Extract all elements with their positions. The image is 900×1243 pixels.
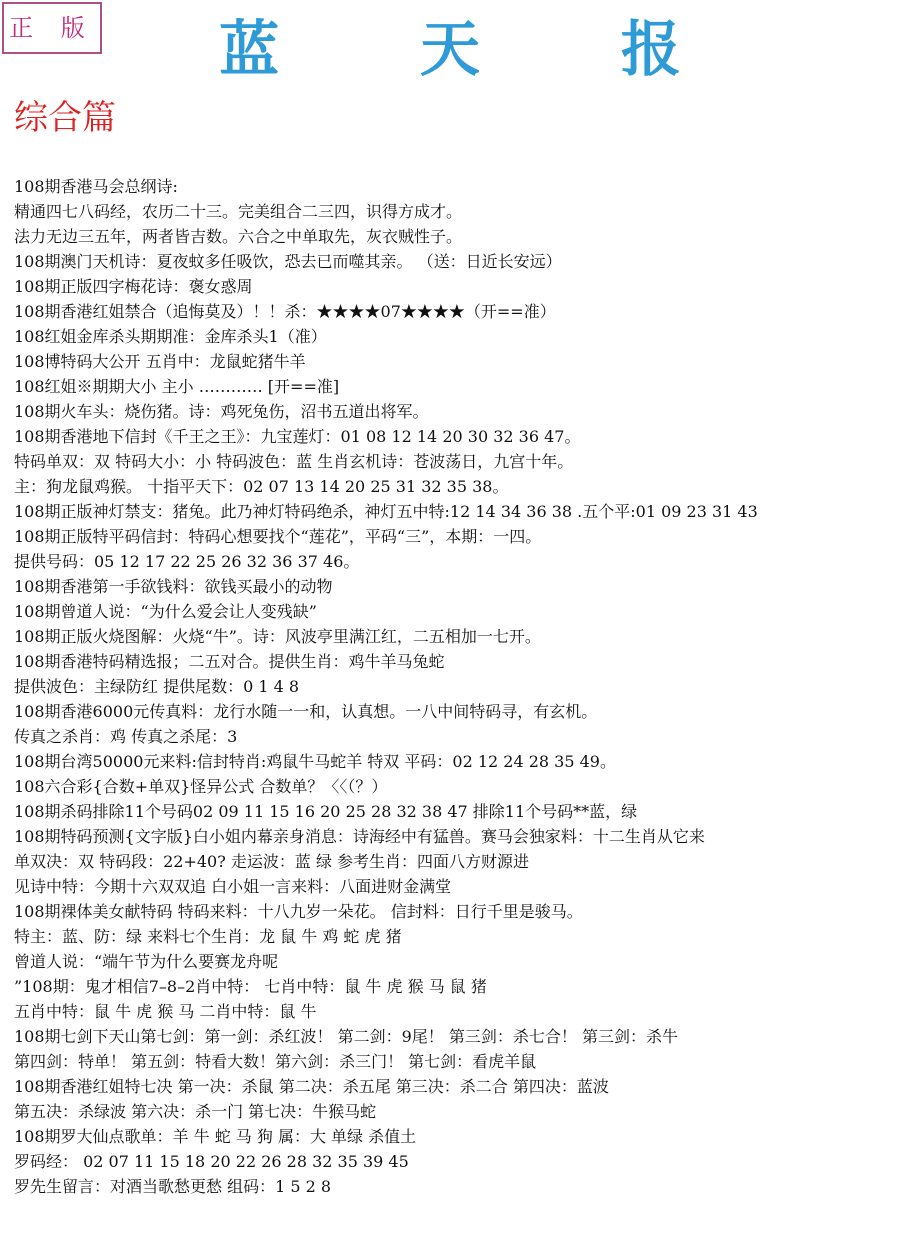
content-line: ”108期：鬼才相信7–8–2肖中特： 七肖中特：鼠 牛 虎 猴 马 鼠 猪 <box>14 977 487 996</box>
content-line: 五肖中特：鼠 牛 虎 猴 马 二肖中特：鼠 牛 <box>14 1002 317 1021</box>
content-line: 主：狗龙鼠鸡猴。 十指平天下：02 07 13 14 20 25 31 32 35 38。 <box>14 477 509 496</box>
content-line: 传真之杀肖：鸡 传真之杀尾：3 <box>14 727 238 746</box>
content-line: 108期香港第一手欲钱料：欲钱买最小的动物 <box>14 577 333 596</box>
content-line: 108期曾道人说：“为什么爱会让人变残缺” <box>14 602 317 621</box>
content-line: 提供波色：主绿防红 提供尾数：0 1 4 8 <box>14 677 300 696</box>
content-line: 108期台湾50000元来料:信封特肖:鸡鼠牛马蛇羊 特双 平码：02 12 24 28 35 49。 <box>14 752 616 771</box>
content-line: 108期正版四字梅花诗：褒女惑周 <box>14 277 253 296</box>
content-line: 特主：蓝、防：绿 来料七个生肖：龙 鼠 牛 鸡 蛇 虎 猪 <box>14 927 402 946</box>
edition-badge: 正 版 <box>2 2 102 54</box>
content-line: 108期香港红姐特七决 第一决：杀鼠 第二决：杀五尾 第三决：杀二合 第四决：蓝波 <box>14 1077 609 1096</box>
content-line: 特码单双：双 特码大小：小 特码波色：蓝 生肖玄机诗：苍波荡日，九宫十年。 <box>14 452 574 471</box>
content-line: 108期罗大仙点歌单：羊 牛 蛇 马 狗 属：大 单绿 杀值土 <box>14 1127 417 1146</box>
content-line: 罗先生留言：对酒当歌愁更愁 组码：1 5 2 8 <box>14 1177 332 1196</box>
masthead-title: 蓝 天 报 <box>219 15 741 85</box>
content-line: 108期香港地下信封《千王之王》：九宝莲灯：01 08 12 14 20 30 32 36 47。 <box>14 427 581 446</box>
content-lines <box>14 174 898 1199</box>
content-line: 法力无边三五年，两者皆吉数。六合之中单取先，灰衣贼性子。 <box>14 227 463 246</box>
content-line: 108期正版特平码信封：特码心想要找个“莲花”，平码“三”，本期：一四。 <box>14 527 542 546</box>
content-line: 108期裸体美女献特码 特码来料：十八九岁一朵花。 信封料：日行千里是骏马。 <box>14 902 583 921</box>
content-line: 见诗中特：今期十六双双追 白小姐一言来料：八面进财金满堂 <box>14 877 452 896</box>
content-line: 精通四七八码经，农历二十三。完美组合二三四，识得方成才。 <box>14 202 463 221</box>
content-line: 第四剑：特单！ 第五剑：特看大数！第六剑：杀三门！ 第七剑：看虎羊鼠 <box>14 1052 537 1071</box>
content-line: 108期澳门天机诗：夏夜蚊多任吸饮，恐去已而噬其亲。 （送：日近长安远） <box>14 252 562 271</box>
content-line: 108红姐※期期大小 主小 ………… [开==准] <box>14 377 340 396</box>
content-line: 108期七剑下天山第七剑：第一剑：杀红波！ 第二剑：9尾！ 第三剑：杀七合！ 第三剑：杀牛 <box>14 1027 678 1046</box>
content-line: 108期香港红姐禁合（追悔莫及）！！杀：★★★★07★★★★（开==准） <box>14 302 556 321</box>
content-line: 108红姐金库杀头期期准：金库杀头1（准） <box>14 327 327 346</box>
content-line: 曾道人说：“端午节为什么要赛龙舟呢 <box>14 952 279 971</box>
content-line: 108期香港6000元传真料：龙行水随一一和，认真想。一八中间特码寻，有玄机。 <box>14 702 598 721</box>
content-line: 单双决：双 特码段：22+40? 走运波：蓝 绿 参考生肖：四面八方财源进 <box>14 852 530 871</box>
content-line: 108期火车头：烧伤猪。诗：鸡死兔伤，沼书五道出将军。 <box>14 402 429 421</box>
content-line: 第五决：杀绿波 第六决：杀一门 第七决：牛猴马蛇 <box>14 1102 377 1121</box>
content-line: 108博特码大公开 五肖中：龙鼠蛇猪牛羊 <box>14 352 306 371</box>
content-line: 提供号码：05 12 17 22 25 26 32 36 37 46。 <box>14 552 360 571</box>
content-line: 罗码经： 02 07 11 15 18 20 22 26 28 32 35 39 45 <box>14 1152 409 1171</box>
content-line: 108期特码预测{文字版}白小姐内幕亲身消息：诗海经中有猛兽。赛马会独家料：十二生肖从它来 <box>14 827 705 846</box>
content-line: 108期正版火烧图解：火烧“牛”。诗：风波亭里满江红，二五相加一七开。 <box>14 627 541 646</box>
content-line: 108期正版神灯禁支：猪兔。此乃神灯特码绝杀，神灯五中特:12 14 34 36 38 .五个平:01 09 23 31 43 <box>14 502 758 521</box>
content-line: 108期香港特码精选报；二五对合。提供生肖：鸡牛羊马兔蛇 <box>14 652 445 671</box>
content-line: 108六合彩{合数+单双}怪异公式 合数单？〈〈（？） <box>14 777 388 796</box>
content-line: 108期香港马会总纲诗: <box>14 177 178 196</box>
section-heading: 综合篇 <box>14 98 116 138</box>
content-line: 108期杀码排除11个号码02 09 11 15 16 20 25 28 32 38 47 排除11个号码**蓝，绿 <box>14 802 638 821</box>
